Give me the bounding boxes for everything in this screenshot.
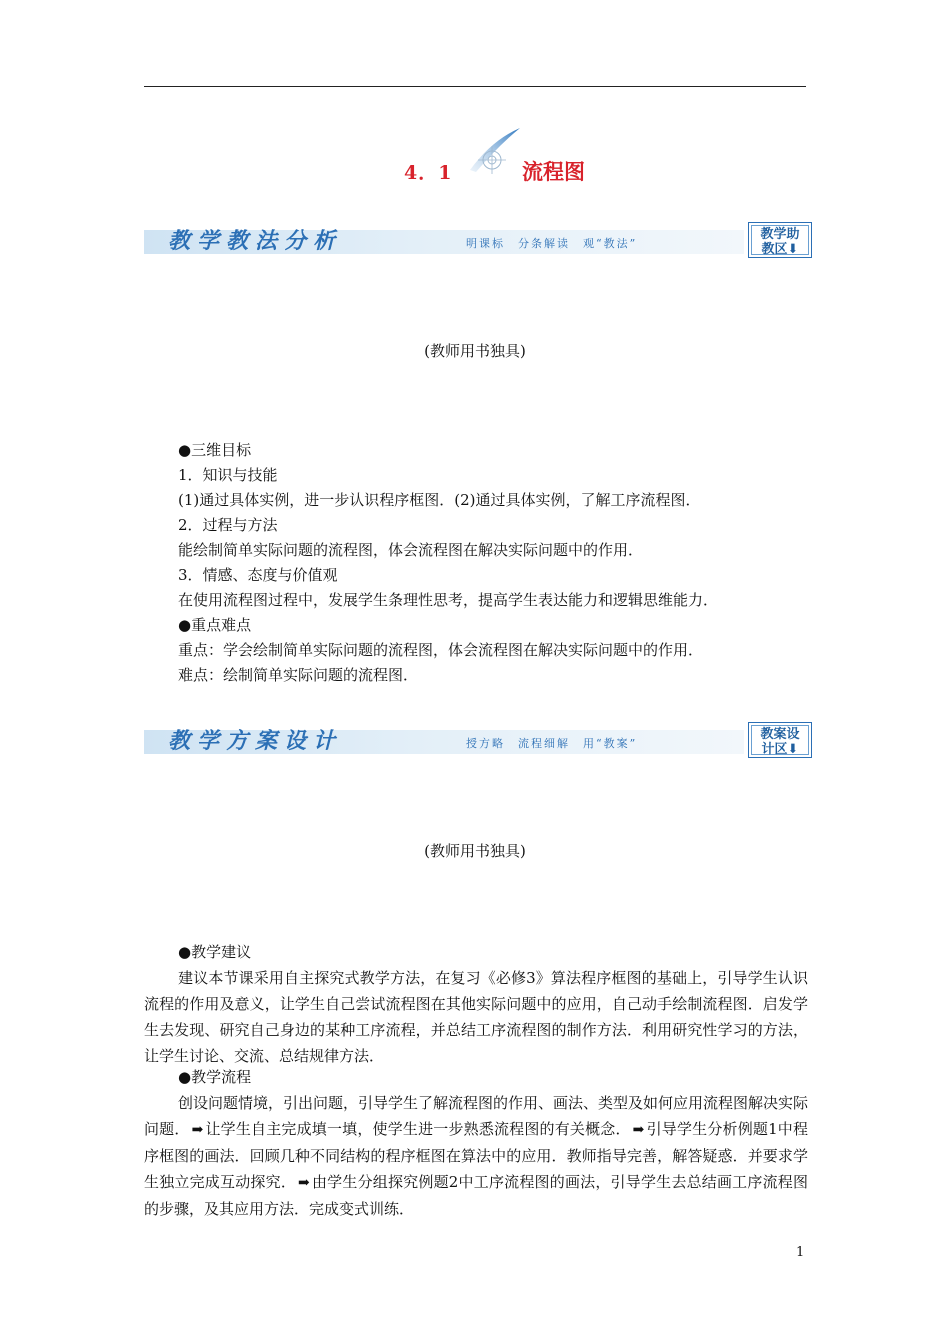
banner-tag-line-2: 教区⬇ — [761, 242, 799, 257]
teaching-flow-heading: ●教学流程 — [178, 1068, 252, 1086]
flow-step: 让学生自主完成填一填，使学生进一步熟悉流程图的有关概念． — [205, 1120, 631, 1138]
banner-tag-box — [748, 722, 812, 758]
banner-tag-line-2: 计区⬇ — [761, 742, 799, 757]
banner-subtitle: 授方略 流程细解 用“教案” — [466, 737, 638, 750]
teaching-flow-paragraph — [144, 1090, 808, 1222]
text-line: 在使用流程图过程中，发展学生条理性思考，提高学生表达能力和逻辑思维能力． — [178, 591, 719, 609]
text-line: 难点：绘制简单实际问题的流程图． — [178, 666, 419, 684]
banner-tag-line-1: 教学助 — [760, 227, 800, 242]
text-line: 1．知识与技能 — [178, 466, 278, 484]
right-arrow-icon: ➡ — [191, 1122, 204, 1138]
banner-teaching-design — [144, 722, 814, 760]
page-title: 流程图 — [522, 159, 585, 184]
flow-step: 创设问题情境，引出问题，引导学生了解流程图的作用、画法、类型及如何应用流程图解决实际问题． — [144, 1094, 809, 1138]
page-number: 1 — [796, 1245, 805, 1260]
banner-heading: 教学方案设计 — [168, 728, 343, 754]
banner-heading: 教学教法分析 — [168, 228, 343, 254]
header-rule — [144, 86, 806, 87]
teaching-suggestion-heading: ●教学建议 — [178, 943, 252, 961]
crosshair-swoosh-icon — [462, 126, 526, 186]
banner-teaching-analysis — [144, 222, 814, 260]
section-number: 4．1 — [404, 162, 453, 184]
teaching-suggestion-paragraph: 建议本节课采用自主探究式教学方法，在复习《必修3》算法程序框图的基础上，引导学生认识流程的作用及意义，让学生自己尝试流程图在其他实际问题中的应用，自己动手绘制流程图．启发学生去发现、研究自己身边的某种工序流程，并总结工序流程图的制作方法．利用研究性学习的方法，让学生讨论、交流、总结规律方法． — [144, 969, 808, 1065]
flow-step: 由学生分组探究例题2中工序流程图的画法，引导学生去总结画工序流程图的步骤，及其应用方法．完成变式训练． — [144, 1173, 808, 1218]
flow-step: 引导学生分析例题1中程序框图的画法．回顾几种不同结构的程序框图在算法中的应用．教师指导完善，解答疑惑．并要求学生独立完成互动探究． — [144, 1120, 808, 1191]
objectives-section — [178, 438, 806, 688]
text-line: 能绘制简单实际问题的流程图，体会流程图在解决实际问题中的作用． — [178, 541, 644, 559]
teacher-only-note: (教师用书独具) — [424, 842, 526, 860]
banner-subtitle: 明课标 分条解读 观“教法” — [466, 237, 638, 250]
banner-tag-line-1: 教案设 — [760, 727, 800, 742]
text-line: 3．情感、态度与价值观 — [178, 566, 338, 584]
text-line: (1)通过具体实例，进一步认识程序框图．(2)通过具体实例，了解工序流程图． — [178, 491, 701, 509]
right-arrow-icon: ➡ — [632, 1122, 645, 1138]
teacher-only-note: (教师用书独具) — [424, 342, 526, 360]
text-line: ●重点难点 — [178, 616, 252, 634]
title-area — [0, 126, 950, 196]
right-arrow-icon: ➡ — [298, 1175, 310, 1191]
text-line: 重点：学会绘制简单实际问题的流程图，体会流程图在解决实际问题中的作用． — [178, 641, 704, 659]
banner-tag-box — [748, 222, 812, 258]
text-line: 2．过程与方法 — [178, 516, 278, 534]
text-line: ●三维目标 — [178, 441, 252, 459]
